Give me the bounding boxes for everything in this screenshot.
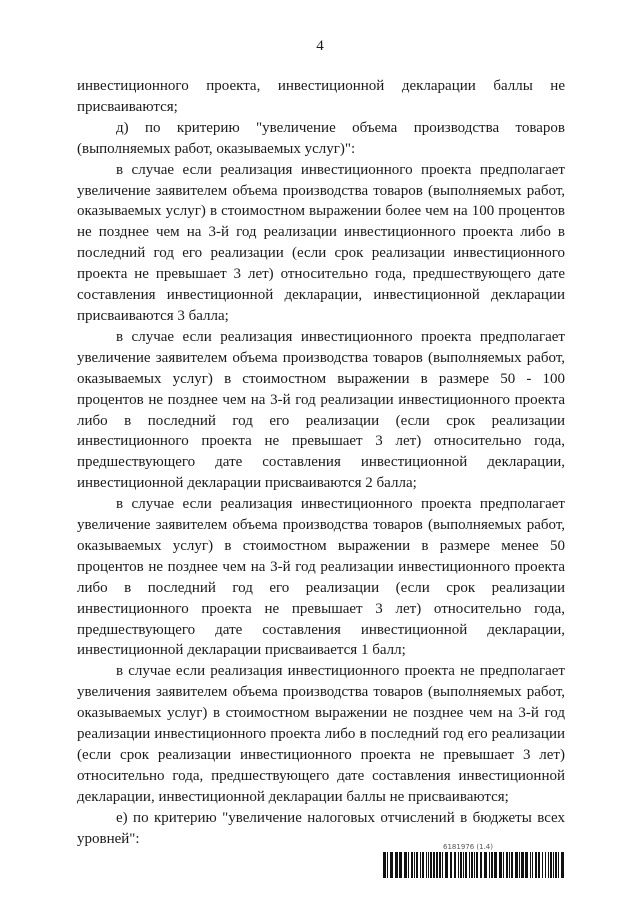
paragraph-continuation: инвестиционного проекта, инвестиционной декларации баллы не присваиваются; (77, 78, 565, 115)
paragraph-3-points: в случае если реализация инвестиционного проекта предполагает увеличение заявителем объема производства товаров (выполняемых работ, оказываемых услуг) в стоимостном выражении более чем на 100 процентов не позднее чем на 3-й год реализации инвестиционного проекта либо в последний год его реализации (если срок реализации инвестиционного проекта не превышает 3 лет) относительно года, предшествующего дате составления инвестиционной декларации, инвестиционной декларации присваиваются 3 балла; (77, 161, 565, 324)
document-body (77, 76, 565, 850)
paragraph-2-points: в случае если реализация инвестиционного проекта предполагает увеличение заявителем объема производства товаров (выполняемых работ, оказываемых услуг) в стоимостном выражении в размере 50 - 100 процентов не позднее чем на 3-й год реализации инвестиционного проекта либо в последний год его реализации (если срок реализации инвестиционного проекта не превышает 3 лет) относительно года, предшествующего дате составления инвестиционной декларации, инвестиционной декларации присваиваются 2 балла; (77, 328, 565, 492)
barcode-code: 6181976 (1.4) (443, 843, 493, 851)
page-number: 4 (316, 38, 324, 54)
paragraph-criterion-d: д) по критерию "увеличение объема производства товаров (выполняемых работ, оказываемых услуг)": (77, 119, 565, 157)
barcode (383, 843, 565, 879)
barcode-bars (383, 852, 565, 878)
paragraph-no-points: в случае если реализация инвестиционного проекта не предполагает увеличения заявителем объема производства товаров (выполняемых работ, оказываемых услуг) в стоимостном выражении не позднее чем на 3-й год реализации инвестиционного проекта либо в последний год его реализации (если срок реализации инвестиционного проекта не превышает 3 лет) относительно года, предшествующего дате составления инвестиционной декларации, инвестиционной декларации баллы не присваиваются; (77, 663, 565, 805)
paragraph-1-point: в случае если реализация инвестиционного проекта предполагает увеличение заявителем объема производства товаров (выполняемых работ, оказываемых услуг) в стоимостном выражении в размере менее 50 процентов не позднее чем на 3-й год реализации инвестиционного проекта либо в последний год его реализации (если срок реализации инвестиционного проекта не превышает 3 лет) относительно года, предшествующего дате составления инвестиционной декларации, инвестиционной декларации присваивается 1 балл; (77, 496, 565, 659)
paragraph-criterion-e: е) по критерию "увеличение налоговых отчислений в бюджеты всех уровней": (77, 809, 565, 847)
